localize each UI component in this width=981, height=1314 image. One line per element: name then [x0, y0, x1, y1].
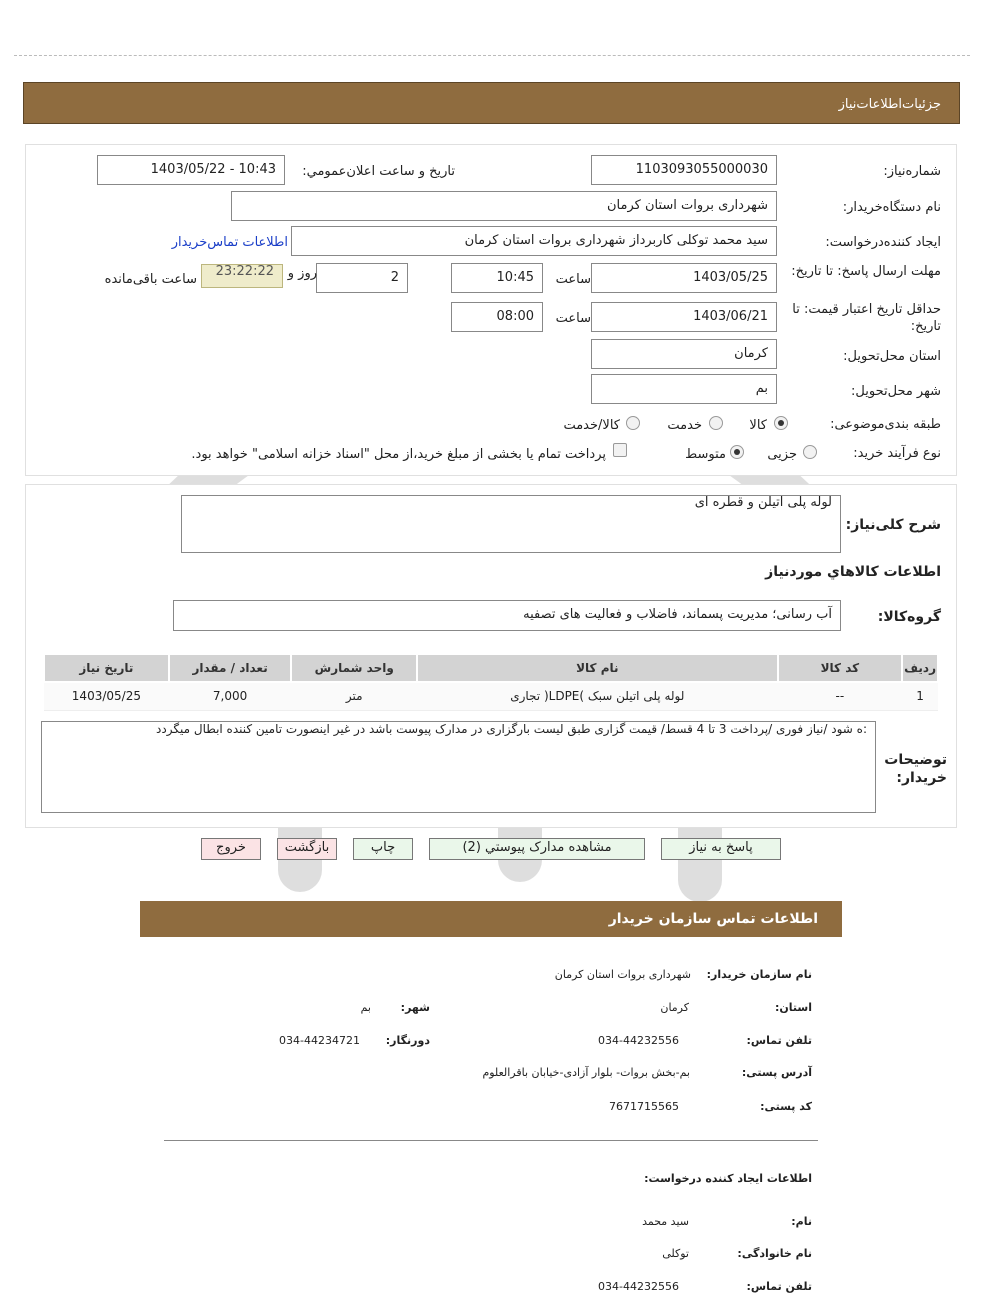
top-divider [14, 55, 970, 56]
validity-time-label: ساعت [555, 311, 591, 326]
category-service-label: خدمت [667, 418, 702, 433]
buyer-contact-link[interactable]: اطلاعات تماس‌خریدار [171, 235, 288, 250]
need-number-field: 1103093055000030 [591, 155, 777, 185]
category-radio-goods-service[interactable] [626, 416, 640, 430]
contact-section-header [140, 901, 842, 937]
contact-address-value: بم-بخش بروات- بلوار آزادی-خیابان باقرالعلوم [482, 1066, 690, 1079]
announce-field: 1403/05/22 - 10:43 [97, 155, 285, 185]
cell-unit: متر [291, 682, 417, 710]
creator-field: سید محمد توکلی کاربرداز شهرداری بروات استان کرمان [291, 226, 777, 256]
col-row: ردیف [902, 654, 938, 682]
contact-postal-label: کد پستی: [760, 1100, 812, 1113]
page-header [23, 82, 960, 124]
city-field: بم [591, 374, 777, 404]
col-quantity: تعداد / مقدار [169, 654, 292, 682]
contact-postal-value: 7671715565 [609, 1100, 679, 1113]
description-label: شرح کلی‌نیاز: [845, 517, 941, 533]
creator-phone-value: 034-44232556 [598, 1280, 679, 1293]
buyer-org-field: شهرداری بروات استان کرمان [231, 191, 777, 221]
need-number-label: شماره‌نیاز: [883, 164, 941, 179]
goods-group-label: گروه‌کالا: [877, 609, 941, 625]
buyer-org-label: نام دستگاه‌خریدار: [842, 200, 941, 215]
category-radio-goods[interactable] [774, 416, 788, 430]
contact-phone-label: تلفن تماس: [746, 1034, 812, 1047]
contact-fax-label: دورنگار: [385, 1034, 430, 1047]
contact-city-value: بم [360, 1001, 371, 1014]
goods-table [43, 653, 939, 711]
cell-row: 1 [902, 682, 938, 710]
contact-org-value: شهرداری بروات استان کرمان [554, 968, 691, 981]
buyer-notes-field: :ه شود /نیاز فوری /پرداخت 3 تا 4 قسط/ قیمت گزاری طبق لیست بارگزاری در مدارک پیوست باشد در غیر اینصورت تامین کننده ابطال میگردد [41, 721, 876, 813]
deadline-label: مهلت ارسال پاسخ: تا تاریخ: [791, 264, 941, 279]
contact-address-label: آدرس پستی: [741, 1066, 812, 1079]
contact-fax-value: 034-44234721 [279, 1034, 360, 1047]
creator-label: ایجاد کننده‌درخواست: [825, 235, 941, 250]
cell-name: لوله پلی اتیلن سبک )LDPE( تجاری [417, 682, 778, 710]
col-date: تاریخ نیاز [44, 654, 169, 682]
creator-family-value: توکلی [662, 1247, 689, 1260]
page-title: جزئیات‌اطلاعات‌نیاز [838, 97, 941, 112]
goods-table-header [44, 654, 938, 682]
days-field: 2 [316, 263, 408, 293]
treasury-payment-label: پرداخت تمام یا بخشی از مبلغ خرید،از محل "اسناد خزانه اسلامی" خواهد بود. [191, 447, 606, 462]
remaining-time-field: 23:22:22 [201, 264, 283, 288]
col-code: کد کالا [778, 654, 903, 682]
contact-org-label: نام سازمان خریدار: [706, 968, 812, 981]
contact-section-title: اطلاعات تماس سازمان خریدار [608, 911, 818, 927]
process-radio-medium[interactable] [730, 445, 744, 459]
creator-name-label: نام: [791, 1215, 812, 1228]
contact-province-label: استان: [775, 1001, 812, 1014]
table-row [44, 682, 938, 710]
exit-button[interactable]: خروج [201, 838, 261, 860]
cell-code: -- [778, 682, 903, 710]
deadline-time-label: ساعت [555, 272, 591, 287]
city-label: شهر محل‌تحویل: [851, 384, 941, 399]
cell-quantity: 7,000 [169, 682, 292, 710]
buyer-notes-label: توضیحات خریدار: [884, 752, 947, 786]
category-goods-service-label: کالا/خدمت [563, 418, 620, 433]
creator-section-title: اطلاعات ایجاد کننده درخواست: [644, 1172, 812, 1185]
cell-date: 1403/05/25 [44, 682, 169, 710]
col-name: نام کالا [417, 654, 778, 682]
validity-time-field: 08:00 [451, 302, 543, 332]
province-field: کرمان [591, 339, 777, 369]
validity-date-field: 1403/06/21 [591, 302, 777, 332]
deadline-date-field: 1403/05/25 [591, 263, 777, 293]
deadline-time-field: 10:45 [451, 263, 543, 293]
remaining-label: ساعت باقی‌مانده [104, 272, 197, 287]
col-unit: واحد شمارش [291, 654, 417, 682]
description-field: لوله پلی اتیلن و قطره ای [181, 495, 841, 553]
attachments-button[interactable]: مشاهده مدارک پیوستي (2) [429, 838, 645, 860]
back-button[interactable]: بازگشت [277, 838, 337, 860]
announce-label: تاریخ و ساعت اعلان‌عمومي: [302, 164, 455, 179]
days-label: روز و [287, 266, 317, 281]
print-button[interactable]: چاپ [353, 838, 413, 860]
province-label: استان محل‌تحویل: [843, 349, 941, 364]
process-minor-label: جزیی [767, 447, 797, 462]
category-radio-service[interactable] [709, 416, 723, 430]
category-label: طبقه بندی‌موضوعی: [830, 417, 941, 432]
process-radio-minor[interactable] [803, 445, 817, 459]
goods-section-title: اطلاعات کالاهاي مورد‌نیاز [765, 564, 941, 580]
creator-phone-label: تلفن تماس: [746, 1280, 812, 1293]
goods-group-field: آب رسانی؛ مدیریت پسماند، فاضلاب و فعالیت های تصفیه [173, 600, 841, 631]
category-goods-label: کالا [749, 418, 767, 433]
process-medium-label: متوسط [685, 447, 726, 462]
creator-family-label: نام خانوادگی: [737, 1247, 812, 1260]
treasury-payment-checkbox[interactable] [613, 443, 627, 457]
creator-name-value: سید محمد [642, 1215, 689, 1228]
validity-label: حداقل تاریخ اعتبار قیمت: تا تاریخ: [792, 302, 941, 334]
contact-phone-value: 034-44232556 [598, 1034, 679, 1047]
contact-divider [164, 1140, 818, 1141]
contact-city-label: شهر: [400, 1001, 430, 1014]
process-label: نوع فرآیند خرید: [853, 446, 941, 461]
reply-button[interactable]: پاسخ به نیاز [661, 838, 781, 860]
contact-province-value: کرمان [660, 1001, 689, 1014]
